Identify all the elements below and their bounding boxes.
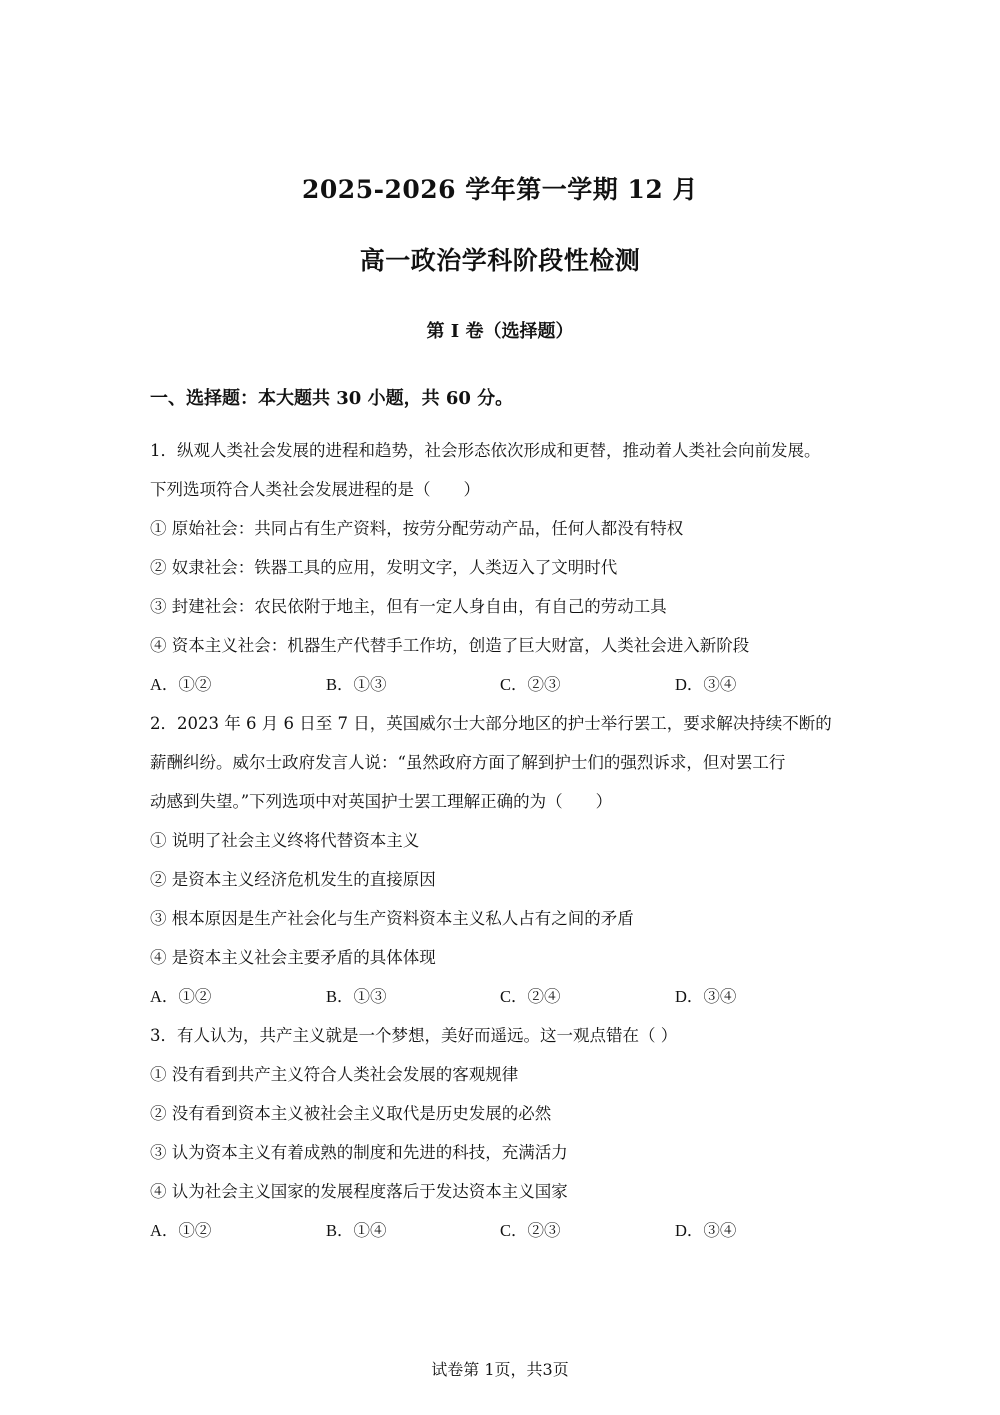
question-1-option-a: A．①② [150, 675, 212, 694]
question-2-statement-4: ④ 是资本主义社会主要矛盾的具体体现 [150, 948, 436, 967]
question-1-option-d: D．③④ [675, 675, 737, 694]
page-footer: 试卷第 1页，共3页 [431, 1360, 569, 1379]
question-1-statement-3: ③ 封建社会：农民依附于地主，但有一定人身自由，有自己的劳动工具 [150, 597, 667, 616]
question-2-statement-2: ② 是资本主义经济危机发生的直接原因 [150, 870, 436, 889]
question-3-statement-1: ① 没有看到共产主义符合人类社会发展的客观规律 [150, 1065, 519, 1084]
question-3-option-b: B．①④ [326, 1221, 387, 1240]
question-1-options [150, 671, 850, 695]
question-2-stem-line-1: 2．2023 年 6 月 6 日至 7 日，英国威尔士大部分地区的护士举行罢工，要求解决持续不断的 [150, 714, 832, 733]
question-2-option-b: B．①③ [326, 987, 387, 1006]
question-2-option-c: C．②④ [500, 987, 561, 1006]
question-3-option-c: C．②③ [500, 1221, 561, 1240]
question-3-statement-4: ④ 认为社会主义国家的发展程度落后于发达资本主义国家 [150, 1182, 568, 1201]
section-heading: 一、选择题：本大题共 30 小题，共 60 分。 [150, 388, 514, 409]
question-2-statement-3: ③ 根本原因是生产社会化与生产资料资本主义私人占有之间的矛盾 [150, 909, 634, 928]
question-1-stem-line-1: 1．纵观人类社会发展的进程和趋势，社会形态依次形成和更替，推动着人类社会向前发展。 [150, 441, 821, 460]
question-2-stem-line-2: 薪酬纠纷。威尔士政府发言人说：“虽然政府方面了解到护士们的强烈诉求，但对罢工行 [150, 753, 786, 772]
question-2-option-d: D．③④ [675, 987, 737, 1006]
question-2-stem-line-3: 动感到失望。”下列选项中对英国护士罢工理解正确的为（ ） [150, 792, 613, 811]
question-2-option-a: A．①② [150, 987, 212, 1006]
question-1-stem-line-2: 下列选项符合人类社会发展进程的是（ ） [150, 480, 480, 499]
question-1-option-b: B．①③ [326, 675, 387, 694]
question-3-stem-line-1: 3．有人认为，共产主义就是一个梦想，美好而遥远。这一观点错在（ ） [150, 1026, 678, 1045]
exam-title-line1: 2025-2026 学年第一学期 12 月 [302, 175, 698, 204]
volume-title: 第 I 卷（选择题） [426, 321, 574, 342]
question-1-statement-1: ① 原始社会：共同占有生产资料，按劳分配劳动产品，任何人都没有特权 [150, 519, 684, 538]
question-1-option-c: C．②③ [500, 675, 561, 694]
question-2-statement-1: ① 说明了社会主义终将代替资本主义 [150, 831, 420, 850]
question-3-statement-2: ② 没有看到资本主义被社会主义取代是历史发展的必然 [150, 1104, 552, 1123]
exam-title-line2: 高一政治学科阶段性检测 [359, 246, 641, 275]
question-3-option-a: A．①② [150, 1221, 212, 1240]
question-1-statement-4: ④ 资本主义社会：机器生产代替手工作坊，创造了巨大财富，人类社会进入新阶段 [150, 636, 750, 655]
question-3-options [150, 1217, 850, 1241]
question-3-statement-3: ③ 认为资本主义有着成熟的制度和先进的科技，充满活力 [150, 1143, 568, 1162]
question-3-option-d: D．③④ [675, 1221, 737, 1240]
question-1-statement-2: ② 奴隶社会：铁器工具的应用，发明文字，人类迈入了文明时代 [150, 558, 618, 577]
question-2-options [150, 983, 850, 1007]
